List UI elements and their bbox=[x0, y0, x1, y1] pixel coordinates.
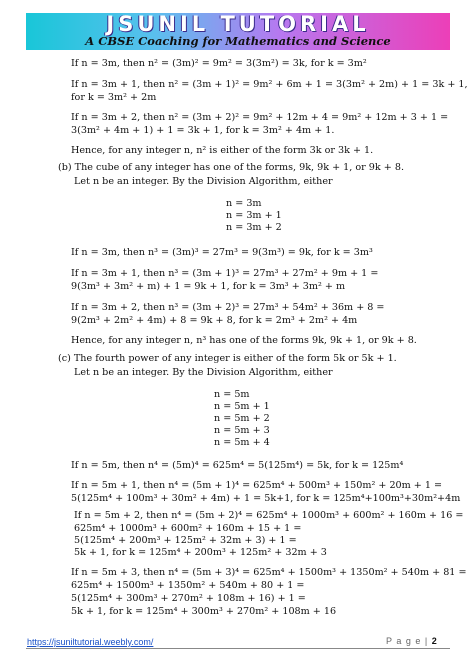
text-line: 5k + 1, for k = 125m⁴ + 300m³ + 270m² + 108m + 16 bbox=[71, 606, 337, 617]
footer-website-link[interactable]: https://jsuniltutorial.weebly.com/ bbox=[27, 637, 154, 647]
text-line: 9(3m³ + 3m² + m) + 1 = 9k + 1, for k = 3m³ + 3m² + m bbox=[71, 281, 346, 292]
banner-subtitle: A CBSE Coaching for Mathematics and Science bbox=[85, 34, 391, 48]
text-line: If n = 5m + 2, then n⁴ = (5m + 2)⁴ = 625m⁴ + 1000m³ + 600m² + 160m + 16 = bbox=[74, 510, 464, 521]
text-line: 5k + 1, for k = 125m⁴ + 200m³ + 125m² + 32m + 3 bbox=[74, 547, 327, 558]
text-line: for k = 3m² + 2m bbox=[71, 92, 157, 103]
text-line: 3(3m² + 4m + 1) + 1 = 3k + 1, for k = 3m² + 4m + 1. bbox=[71, 125, 335, 136]
case-line: n = 5m + 1 bbox=[214, 401, 270, 412]
text-line: Let n be an integer. By the Division Algorithm, either bbox=[74, 367, 333, 378]
page-label: P a g e bbox=[386, 636, 422, 646]
text-line: If n = 3m + 2, then n³ = (3m + 2)³ = 27m³ + 54m² + 36m + 8 = bbox=[71, 302, 385, 313]
text-line: If n = 5m + 3, then n⁴ = (5m + 3)⁴ = 625m⁴ + 1500m³ + 1350m² + 540m + 81 = bbox=[71, 567, 467, 578]
page-indicator bbox=[386, 636, 437, 646]
case-line: n = 3m bbox=[226, 198, 262, 209]
part-c-heading: (c) The fourth power of any integer is either of the form 5k or 5k + 1. bbox=[58, 353, 397, 364]
text-line: If n = 5m, then n⁴ = (5m)⁴ = 625m⁴ = 5(125m⁴) = 5k, for k = 125m⁴ bbox=[71, 460, 404, 471]
text-line: 625m⁴ + 1000m³ + 600m² + 160m + 15 + 1 = bbox=[74, 523, 302, 534]
text-line: Let n be an integer. By the Division Algorithm, either bbox=[74, 176, 333, 187]
page-number: 2 bbox=[431, 636, 437, 646]
case-line: n = 3m + 2 bbox=[226, 222, 282, 233]
case-line: n = 5m + 2 bbox=[214, 413, 270, 424]
text-line: If n = 5m + 1, then n⁴ = (5m + 1)⁴ = 625m⁴ + 500m³ + 150m² + 20m + 1 = bbox=[71, 480, 443, 491]
case-line: n = 5m bbox=[214, 389, 250, 400]
text-line: 9(2m³ + 2m² + 4m) + 8 = 9k + 8, for k = 2m³ + 2m² + 4m bbox=[71, 315, 358, 326]
part-b-heading: (b) The cube of any integer has one of the forms, 9k, 9k + 1, or 9k + 8. bbox=[58, 162, 404, 173]
text-line: 5(125m⁴ + 200m³ + 125m² + 32m + 3) + 1 = bbox=[74, 535, 297, 546]
banner-title: JSUNIL TUTORIAL bbox=[106, 13, 370, 36]
footer-divider bbox=[26, 648, 450, 649]
text-line: 625m⁴ + 1500m³ + 1350m² + 540m + 80 + 1 = bbox=[71, 580, 305, 591]
text-line: If n = 3m + 1, then n³ = (3m + 1)³ = 27m³ + 27m² + 9m + 1 = bbox=[71, 268, 379, 279]
text-line: If n = 3m, then n³ = (3m)³ = 27m³ = 9(3m³) = 9k, for k = 3m³ bbox=[71, 247, 373, 258]
page-separator: | bbox=[424, 636, 429, 646]
text-line: If n = 3m + 2, then n² = (3m + 2)² = 9m² + 12m + 4 = 9m² + 12m + 3 + 1 = bbox=[71, 112, 449, 123]
case-line: n = 5m + 4 bbox=[214, 437, 270, 448]
case-line: n = 5m + 3 bbox=[214, 425, 270, 436]
text-line: 5(125m⁴ + 100m³ + 30m² + 4m) + 1 = 5k+1, for k = 125m⁴+100m³+30m²+4m bbox=[71, 493, 461, 504]
text-line: 5(125m⁴ + 300m³ + 270m² + 108m + 16) + 1 = bbox=[71, 593, 306, 604]
text-line: Hence, for any integer n, n³ has one of the forms 9k, 9k + 1, or 9k + 8. bbox=[71, 335, 417, 346]
text-line: Hence, for any integer n, n² is either of the form 3k or 3k + 1. bbox=[71, 145, 374, 156]
text-line: If n = 3m + 1, then n² = (3m + 1)² = 9m² + 6m + 1 = 3(3m² + 2m) + 1 = 3k + 1, bbox=[71, 79, 468, 90]
text-line: If n = 3m, then n² = (3m)² = 9m² = 3(3m²) = 3k, for k = 3m² bbox=[71, 58, 367, 69]
case-line: n = 3m + 1 bbox=[226, 210, 282, 221]
